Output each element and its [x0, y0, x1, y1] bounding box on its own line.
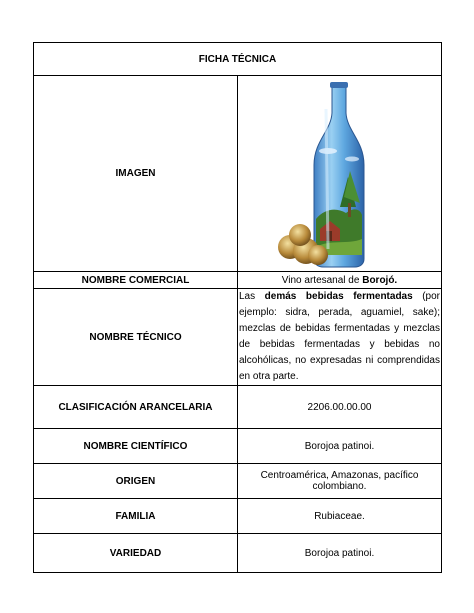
- label-imagen: IMAGEN: [34, 76, 238, 272]
- label-nombre-cientifico: NOMBRE CIENTÍFICO: [34, 429, 238, 464]
- tech-text-rest: (por ejemplo: sidra, perada, aguamiel, sake); mezclas de bebidas fermentadas y mezclas de bebidas fermentadas y bebidas no alcohólicas, no expresadas ni comprendidas en otra parte.: [239, 291, 441, 382]
- label-nombre-tecnico: NOMBRE TÉCNICO: [34, 289, 238, 386]
- technical-sheet-table: [33, 42, 442, 573]
- label-clasificacion: CLASIFICACIÓN ARANCELARIA: [34, 386, 238, 429]
- value-variedad: Borojoa patinoi.: [238, 534, 442, 573]
- label-nombre-comercial: NOMBRE COMERCIAL: [34, 272, 238, 289]
- commercial-name-text: Vino artesanal de: [281, 274, 363, 286]
- value-nombre-cientifico: Borojoa patinoi.: [238, 429, 442, 464]
- value-nombre-tecnico: [238, 289, 442, 386]
- value-familia: Rubiaceae.: [238, 499, 442, 534]
- label-origen: ORIGEN: [34, 464, 238, 499]
- commercial-name-bold: Borojó.: [362, 274, 398, 286]
- tech-text-start: Las: [239, 291, 265, 302]
- wine-bottle-image: [260, 79, 420, 269]
- product-image-cell: [238, 76, 442, 272]
- tech-text-bold: demás bebidas fermentadas: [264, 291, 413, 302]
- label-familia: FAMILIA: [34, 499, 238, 534]
- value-nombre-comercial: [238, 272, 442, 289]
- value-origen: Centroamérica, Amazonas, pacífico colombiano.: [238, 464, 442, 499]
- sheet-title: FICHA TÉCNICA: [34, 43, 442, 76]
- label-variedad: VARIEDAD: [34, 534, 238, 573]
- value-clasificacion: 2206.00.00.00: [238, 386, 442, 429]
